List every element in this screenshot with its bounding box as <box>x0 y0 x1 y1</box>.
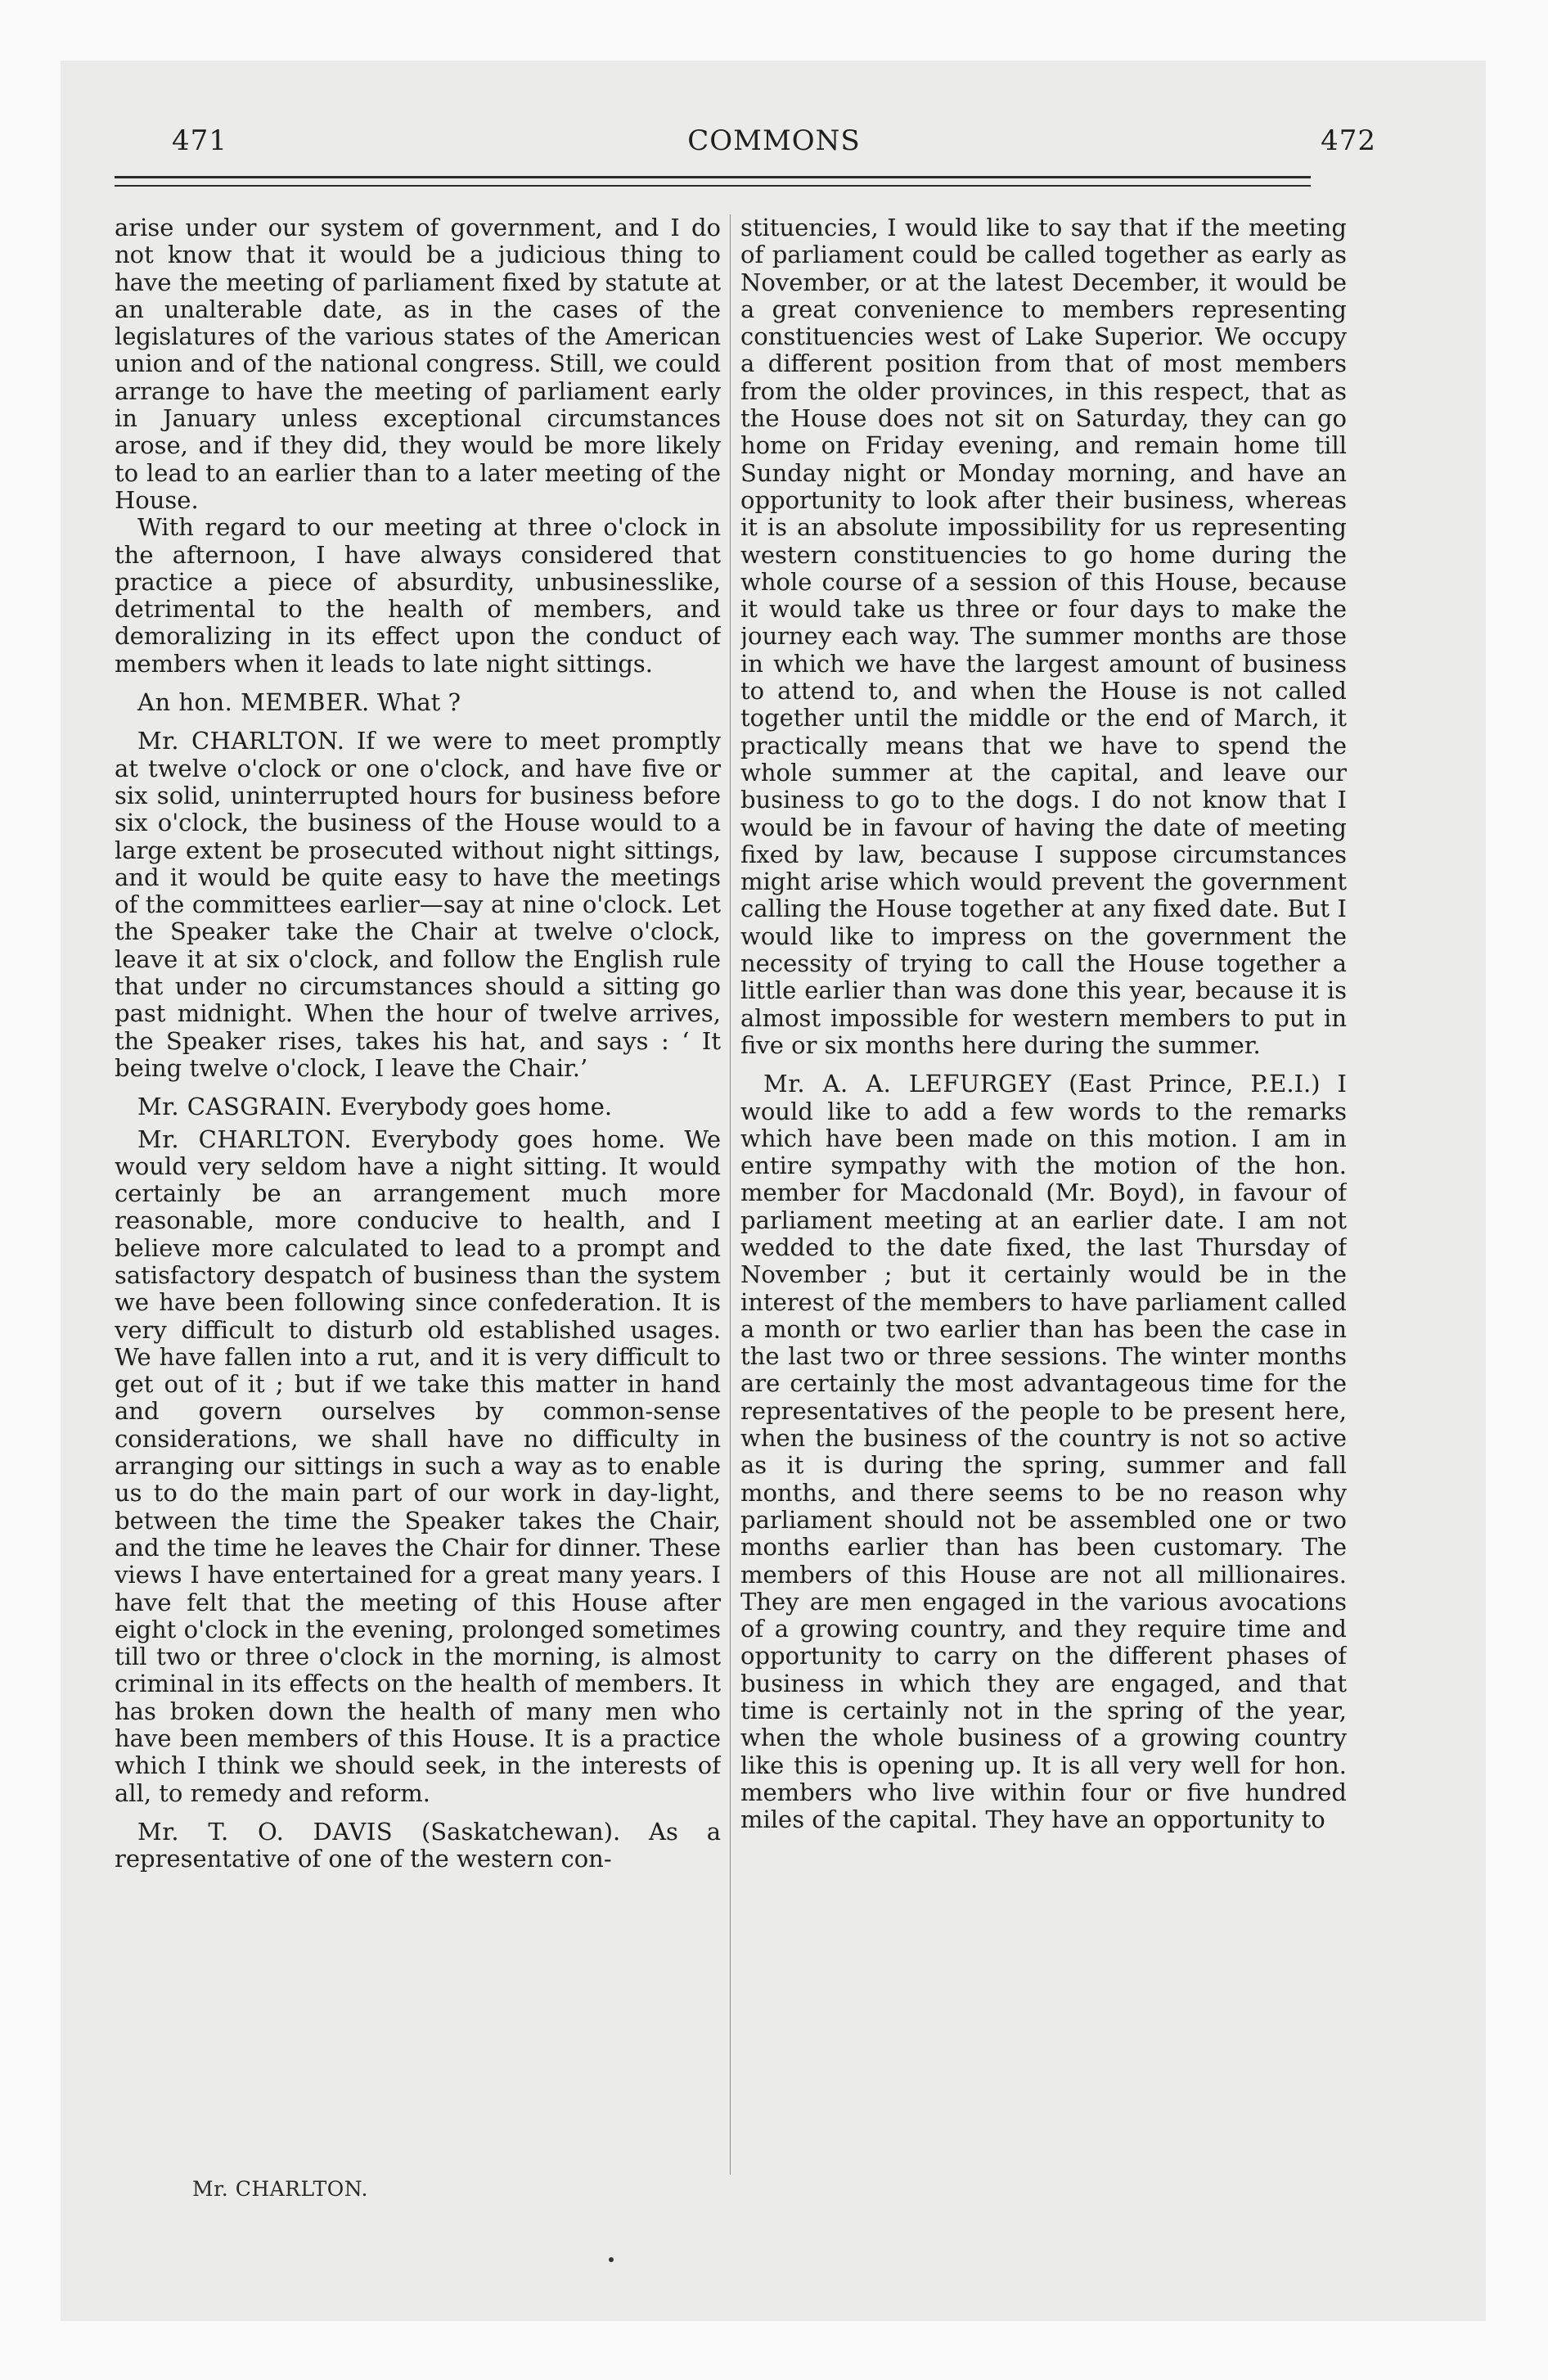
left-column <box>115 214 721 2175</box>
speech-text: What ? <box>369 688 461 717</box>
speech-text: If we were to meet promptly at twelve o'clock or one o'clock, and have five or six solid, uninterrupted hours for business before six o'clock, the business of the House would to a large extent be prosecuted without night sittings, and it would be quite easy to have the meetings of the committees earlier—say at nine o'clock. Let the Speaker take the Chair at twelve o'clock, leave it at six o'clock, and follow the English rule that under no circumstances should a sitting go past midnight. When the hour of twelve arrives, the Speaker rises, takes his hat, and says : ‘ It being twelve o'clock, I leave the Chair.’ <box>115 727 721 1082</box>
speech-paragraph <box>740 1071 1347 1833</box>
paragraph: stituencies, I would like to say that if the meeting of parliament could be called together as early as November, or at the latest December, it would be a great convenience to members representing constituencies west of Lake Superior. We occupy a different position from that of most members from the older provinces, in this respect, that as the House does not sit on Saturday, they can go home on Friday evening, and remain home till Sunday night or Monday morning, and have an opportunity to look after their business, whereas it is an absolute impossibility for us representing western constituencies to go home during the whole course of a session of this House, because it would take us three or four days to make the journey each way. The summer months are those in which we have the largest amount of business to attend to, and when the House is not called together until the middle or the end of March, it practically means that we have to spend the whole summer at the capital, and leave our business to go to the dogs. I do not know that I would be in favour of having the date of meeting fixed by law, because I suppose circumstances might arise which would prevent the government calling the House together at any fixed date. But I would like to impress on the government the necessity of trying to call the House together a little earlier than was done this year, because it is almost impossible for western members to put in five or six months here during the summer. <box>740 214 1347 1059</box>
ink-speck <box>609 2257 614 2262</box>
speech-paragraph <box>115 689 721 716</box>
speech-text: Everybody goes home. We would very seldom have a night sitting. It would certainly be an arrangement much more reasonable, more conducive to health, and I believe more calculated to lead to a prompt and satisfactory despatch of business than the system we have been following since confederation. It is very difficult to disturb old established usages. We have fallen into a rut, and it is very difficult to get out of it ; but if we take this matter in hand and govern ourselves by common-sense considerations, we shall have no difficulty in arranging our sittings in such a way as to enable us to do the main part of our work in day-light, between the time the Speaker takes the Chair, and the time he leaves the Chair for dinner. These views I have entertained for a great many years. I have felt that the meeting of this House after eight o'clock in the evening, prolonged sometimes till two or three o'clock in the morning, is almost criminal in its effects on the health of members. It has broken down the health of many men who have been members of this House. It is a practice which I think we should seek, in the interests of all, to remedy and reform. <box>115 1125 721 1807</box>
header-rule-top <box>115 176 1311 178</box>
header-rule-bottom <box>115 185 1311 187</box>
speech-paragraph <box>115 1819 721 1873</box>
speech-paragraph <box>115 1126 721 1807</box>
running-header <box>115 124 1433 165</box>
speech-text: (East Prince, P.E.I.) I would like to add a few words to the remarks which have been made on this motion. I am in entire sympathy with the motion of the hon. member for Macdonald (Mr. Boyd), in favour of parliament meeting at an earlier date. I am not wedded to the date fixed, the last Thursday of November ; but it certainly would be in the interest of the members to have parliament called a month or two earlier than has been the case in the last two or three sessions. The winter months are certainly the most advantageous time for the representatives of the people to be present here, when the business of the country is not so active as it is during the spring, summer and fall months, and there seems to be no reason why parliament should not be assembled one or two months earlier than has been customary. The members of this House are not all millionaires. They are men engaged in the various avocations of a growing country, and they require time and opportunity to carry on the different phases of business in which they are engaged, and that time is certainly not in the spring of the year, when the whole business of a growing country like this is opening up. It is all very well for hon. members who live within four or five hundred miles of the capital. They have an opportunity to <box>740 1070 1347 1834</box>
running-title: COMMONS <box>687 124 861 157</box>
left-page-number: 471 <box>172 124 227 157</box>
speaker-name: Mr. CHARLTON. <box>137 727 345 755</box>
column-divider <box>730 214 731 2175</box>
speech-paragraph <box>115 1093 721 1120</box>
speech-text: Everybody goes home. <box>332 1093 613 1121</box>
paragraph: arise under our system of government, and I do not know that it would be a judicious thing to have the meeting of parliament fixed by statute at an unalterable date, as in the cases of the legislatures of the various states of the American union and of the national congress. Still, we could arrange to have the meeting of parliament early in January unless exceptional circumstances arose, and if they did, they would be more likely to lead to an earlier than to a later meeting of the House. <box>115 214 721 514</box>
speech-paragraph <box>115 728 721 1082</box>
speaker-name: Mr. CASGRAIN. <box>137 1093 333 1121</box>
footer-speaker-name: Mr. CHARLTON. <box>192 2177 368 2201</box>
paragraph: With regard to our meeting at three o'clock in the afternoon, I have always considered that practice a piece of absurdity, unbusinesslike, detrimental to the health of members, and demoralizing in its effect upon the conduct of members when it leads to late night sittings. <box>115 513 721 678</box>
speaker-name: Mr. T. O. DAVIS <box>137 1817 394 1846</box>
speech-text: (Saskatchewan). As a representative of one of the western con- <box>115 1817 721 1873</box>
speaker-name: Mr. A. A. LEFURGEY <box>763 1070 1052 1098</box>
speaker-name: Mr. CHARLTON. <box>137 1125 353 1153</box>
right-column <box>740 214 1347 2175</box>
right-page-number: 472 <box>1321 124 1376 157</box>
speaker-name: An hon. MEMBER. <box>137 688 370 717</box>
